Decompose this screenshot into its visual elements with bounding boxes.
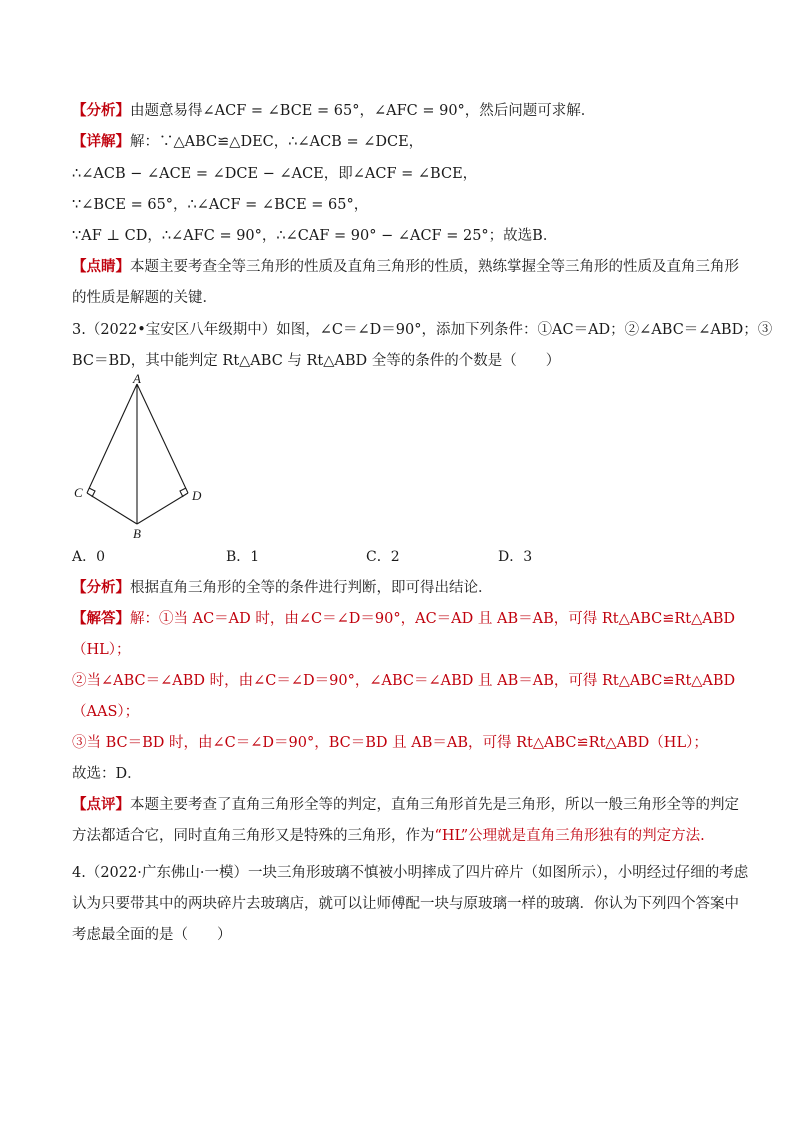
q4-stem-2: 认为只要带其中的两块碎片去玻璃店，就可以让师傅配一块与原玻璃一样的玻璃．你认为下列四个答案中 bbox=[72, 896, 739, 912]
label-d: D bbox=[192, 488, 202, 503]
answer-tag: 【解答】 bbox=[72, 610, 130, 627]
q3-answer-3: ②当∠ABC＝∠ABD 时，由∠C＝∠D＝90°，∠ABC＝∠ABD 且 AB＝AB，可得 Rt△ABC≌Rt△ABD bbox=[72, 673, 736, 689]
comment-tag: 【点睛】 bbox=[72, 258, 130, 275]
q3-answer-1 bbox=[72, 609, 736, 629]
q2-comment-2: 的性质是解题的关键． bbox=[72, 290, 217, 306]
q4-stem-3: 考虑最全面的是（ ） bbox=[72, 927, 232, 943]
q3-stem-2: BC＝BD，其中能判定 Rt△ABC 与 Rt△ABD 全等的条件的个数是（ ） bbox=[72, 353, 561, 369]
q3-answer-5: ③当 BC＝BD 时，由∠C＝∠D＝90°，BC＝BD 且 AB＝AB，可得 Rt△ABC≌Rt△ABD（HL）； bbox=[72, 735, 708, 751]
option-d: D．3 bbox=[498, 549, 533, 565]
q2-detail-1 bbox=[72, 132, 732, 152]
q3-comment-2 bbox=[72, 826, 732, 846]
analysis-text: 由题意易得∠ACF = ∠BCE = 65°，∠AFC = 90°，然后问题可求解． bbox=[130, 103, 596, 119]
side-ac bbox=[87, 384, 137, 493]
side-cb bbox=[87, 493, 137, 524]
analysis-tag: 【分析】 bbox=[72, 579, 130, 596]
comment-text: 本题主要考查全等三角形的性质及直角三角形的性质，熟练掌握全等三角形的性质及直角三角形 bbox=[130, 259, 739, 275]
q2-comment-1 bbox=[72, 257, 739, 277]
q2-detail-3: ∵∠BCE = 65°，∴∠ACF = ∠BCE = 65°， bbox=[72, 197, 369, 213]
detail-text: 解：∵△ABC≌△DEC，∴∠ACB = ∠DCE， bbox=[130, 134, 424, 150]
q2-analysis bbox=[72, 101, 732, 121]
comment-text: 方法都适合它，同时直角三角形又是特殊的三角形，作为 bbox=[72, 828, 435, 844]
comment-red-text: “HL”公理就是直角三角形独有的判定方法. bbox=[434, 828, 705, 844]
option-a: A．0 bbox=[72, 549, 106, 565]
q3-answer-6: 故选：D． bbox=[72, 766, 142, 782]
detail-tag: 【详解】 bbox=[72, 133, 130, 150]
side-ad bbox=[137, 384, 188, 493]
q3-stem-1: 3.（2022•宝安区八年级期中）如图，∠C＝∠D＝90°，添加下列条件：①AC＝AD；②∠ABC＝∠ABD；③ bbox=[72, 322, 773, 338]
option-c: C．2 bbox=[366, 549, 400, 565]
analysis-tag: 【分析】 bbox=[72, 102, 130, 119]
comment-text: 本题主要考查了直角三角形全等的判定，直角三角形首先是三角形，所以一般三角形全等的判定 bbox=[130, 797, 739, 813]
side-db bbox=[137, 493, 188, 524]
q3-analysis bbox=[72, 578, 732, 598]
label-a: A bbox=[133, 372, 141, 386]
answer-text: 解：①当 AC＝AD 时，由∠C＝∠D＝90°，AC＝AD 且 AB＝AB，可得 Rt△ABC≌Rt△ABD bbox=[130, 611, 736, 627]
analysis-text: 根据直角三角形的全等的条件进行判断，即可得出结论． bbox=[130, 580, 493, 596]
label-c: C bbox=[74, 485, 83, 500]
q3-answer-4: （AAS）； bbox=[72, 704, 140, 720]
q3-answer-2: （HL）； bbox=[72, 642, 131, 658]
q3-comment-1 bbox=[72, 795, 739, 815]
q3-figure bbox=[70, 372, 210, 542]
option-b: B．1 bbox=[226, 549, 260, 565]
q4-stem-1: 4.（2022·广东佛山·一模）一块三角形玻璃不慎被小明摔成了四片碎片（如图所示），小明经过仔细的考虑 bbox=[72, 865, 749, 881]
q2-detail-4: ∵AF ⊥ CD，∴∠AFC = 90°，∴∠CAF = 90° − ∠ACF = 25°；故选B． bbox=[72, 228, 558, 244]
comment-tag: 【点评】 bbox=[72, 796, 130, 813]
q2-detail-2: ∴∠ACB − ∠ACE = ∠DCE − ∠ACE，即∠ACF = ∠BCE， bbox=[72, 166, 478, 182]
label-b: B bbox=[133, 526, 141, 541]
